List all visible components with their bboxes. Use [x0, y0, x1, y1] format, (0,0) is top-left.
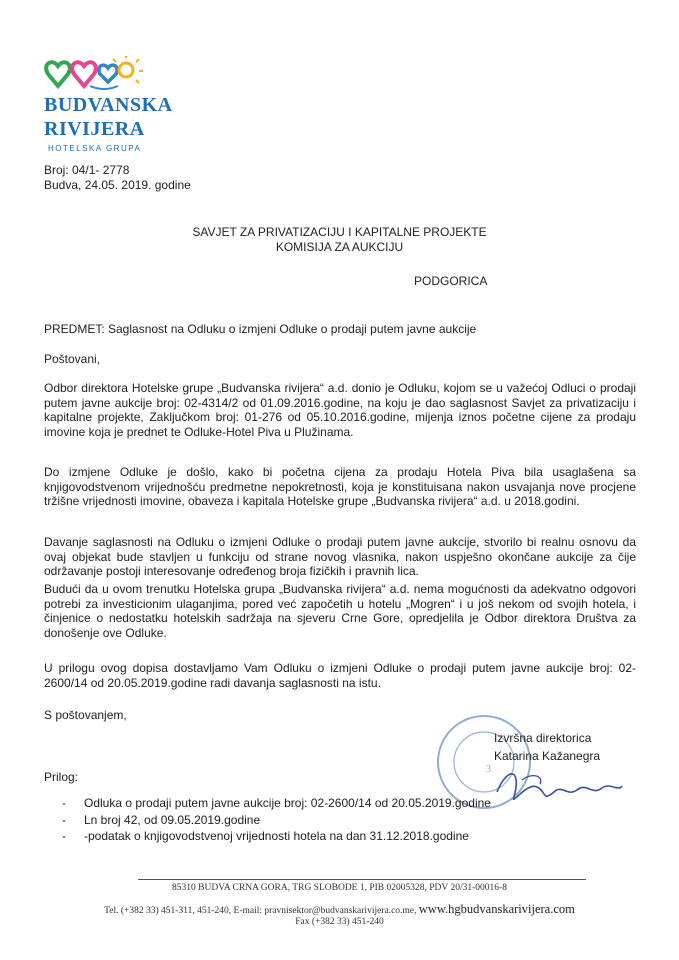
footer-phone-email: Tel. (+382 33) 451-311, 451-240, E-mail: pravnisektor@budvanskarivijera.co.me, — [104, 906, 417, 916]
footer-fax: Fax (+382 33) 451-240 — [295, 917, 384, 927]
bullet-dash-icon: - — [62, 829, 66, 843]
place-and-date: Budva, 24.05. 2019. godine — [44, 178, 191, 192]
attachment-item — [62, 796, 622, 811]
footer-website-link[interactable]: www.hgbudvanskarivijera.com — [418, 902, 575, 916]
bullet-dash-icon: - — [62, 796, 66, 810]
footer-contact — [0, 902, 679, 917]
bullet-dash-icon: - — [62, 812, 66, 827]
recipient-line-1: SAVJET ZA PRIVATIZACIJU I KAPITALNE PROJEKTE — [192, 225, 487, 239]
attachment-item-text: -podatak o knjigovodstvenoj vrijednosti hotela na dan 31.12.2018.godine — [84, 829, 469, 843]
attachments-label: Prilog: — [44, 770, 79, 784]
subject-line: PREDMET: Saglasnost na Odluku o izmjeni Odluke o prodaji putem javne aukcije — [44, 322, 477, 336]
brand-subtitle: HOTELSKA GRUPA — [48, 144, 142, 153]
svg-text:3: 3 — [486, 764, 491, 775]
hearts-sun-logo-icon — [44, 56, 144, 96]
closing: S poštovanjem, — [44, 708, 127, 722]
attachment-item-text: Odluka o prodaji putem javne aukcije broj: 02-2600/14 od 20.05.2019.godine — [84, 796, 491, 810]
paragraph-2: Do izmjene Odluke je došlo, kako bi početna cijena za prodaju Hotela Piva bila usaglašena sa knjigovodstvenom vrijednošću predmetne nepokretnosti, koja je konstituisana nakon usvajanja nove procjene tržišne vrijednosti imovine, obaveza i kapitala Hotelske grupe „Budvanska rivijera“ a.d. u 2018.godini. — [44, 465, 636, 508]
signer-title: Izvršna direktorica — [494, 731, 592, 745]
brand-line-2: RIVIJERA — [44, 118, 145, 140]
brand-line-1: BUDVANSKA — [44, 94, 173, 116]
signer-name: Katarina Kažanegra — [494, 749, 601, 763]
paragraph-1: Odbor direktora Hotelske grupe „Budvanska rivijera“ a.d. donio je Odluku, kojom se u važećoj Odluci o prodaji putem javne aukcije broj: 02-4314/2 od 01.09.2016.godine, na koju je dao saglasnost Savjet za privatizaciju i kapitalne projekte, Zaključkom broj: 01-276 od 05.10.2016.godine, mijenja iznos početne cijene za prodaju imovine koja je prednet te Odluke-Hotel Piva u Plužinama. — [44, 381, 636, 439]
company-logo — [44, 56, 174, 166]
greeting: Poštovani, — [44, 352, 101, 366]
attachments-list — [62, 796, 622, 844]
attachment-item — [62, 829, 622, 844]
paragraph-3: Davanje saglasnosti na Odluku o izmjeni Odluke o prodaji putem javne aukcije, stvorilo bi realnu osnovu da ovaj objekat bude stavljen u funkciju od strane novog vlasnika, nakon uspješno okončane aukcije za čije održavanje postoji interesovanje određenog broja fizičkih i pravnih lica. — [44, 535, 636, 578]
footer-address: 85310 BUDVA CRNA GORA, TRG SLOBODE 1, PIB 02005328, PDV 20/31-00016-8 — [172, 883, 507, 893]
attachment-item — [62, 813, 622, 828]
paragraph-5: U prilogu ovog dopisa dostavljamo Vam Odluku o izmjeni Odluke o prodaji putem javne aukcije broj: 02-2600/14 od 20.05.2019.godine radi davanja saglasnosti na istu. — [44, 661, 636, 690]
attachment-item-text: Ln broj 42, od 09.05.2019.godine — [84, 812, 261, 827]
footer-divider — [138, 879, 586, 880]
paragraph-4: Budući da u ovom trenutku Hotelska grupa „Budvanska rivijera“ a.d. nema mogućnosti da adekvatno odgovori potrebi za investicionim ulaganjima, pored već započetih u hotelu „Mogren“ i u još nekom od svojih hotela, i činjenice o nedostatku hotelskih sadržaja na sjeveru Crne Gore, opredjelila je Odbor direktora Društva za donošenje ove Odluke. — [44, 582, 636, 640]
recipient-city: PODGORICA — [414, 274, 488, 288]
recipient-line-2: KOMISIJA ZA AUKCIJU — [275, 240, 404, 254]
reference-number: Broj: 04/1- 2778 — [44, 163, 130, 177]
